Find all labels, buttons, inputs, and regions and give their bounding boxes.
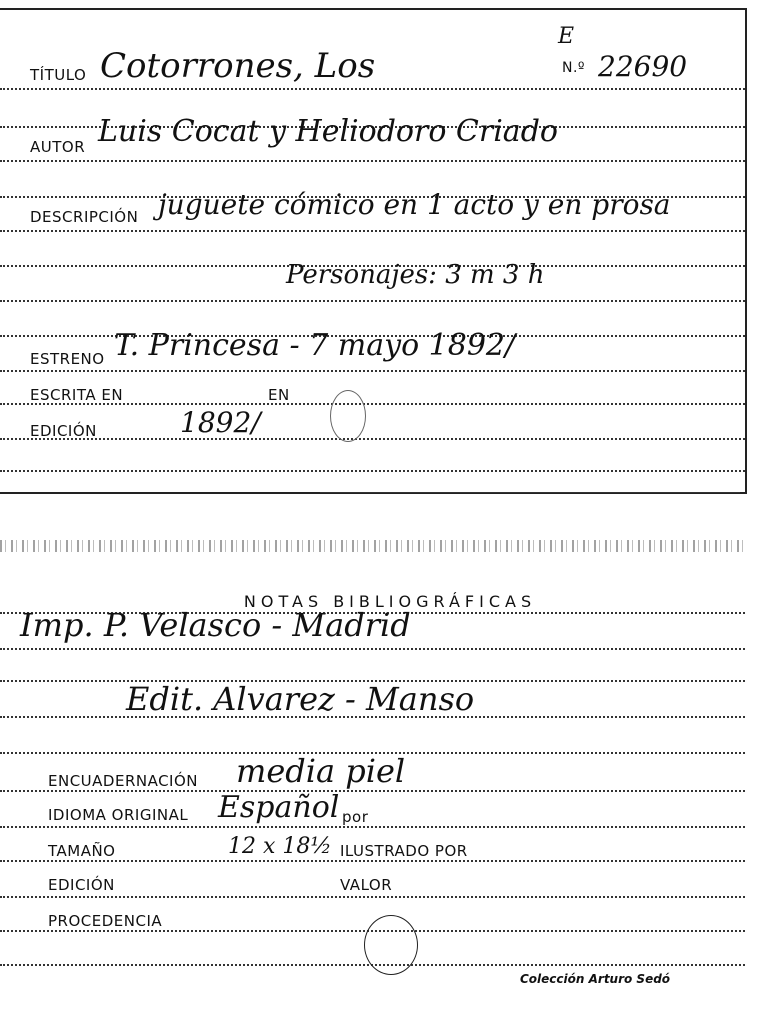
- edicion-label: EDICIÓN: [30, 422, 97, 440]
- rule-line: [0, 790, 745, 792]
- edicion-value: 1892/: [180, 406, 261, 439]
- autor-value: Luis Cocat y Heliodoro Criado: [98, 114, 558, 149]
- tamano-label: TAMAÑO: [48, 842, 116, 860]
- encuadernacion-label: ENCUADERNACIÓN: [48, 772, 199, 790]
- numero-prefix: E: [558, 24, 575, 49]
- por-label: por: [342, 808, 369, 826]
- titulo-value: Cotorrones, Los: [100, 46, 376, 86]
- tamano-value: 12 x 18½: [228, 834, 332, 859]
- punch-hole-mark: [364, 915, 418, 975]
- en-label: EN: [268, 386, 290, 404]
- note-line-2: Edit. Alvarez - Manso: [126, 680, 475, 718]
- catalog-card-back: [0, 540, 745, 1025]
- idioma-value: Español: [218, 790, 340, 825]
- collection-credit: Colección Arturo Sedó: [520, 972, 671, 986]
- catalog-card-front: [0, 8, 747, 494]
- torn-edge: [0, 540, 745, 552]
- ilustrado-label: ILUSTRADO POR: [340, 842, 468, 860]
- rule-line: [0, 470, 745, 472]
- rule-line: [0, 230, 745, 232]
- titulo-label: TÍTULO: [30, 66, 87, 84]
- personajes-value: Personajes: 3 m 3 h: [286, 260, 545, 290]
- notas-heading: NOTAS BIBLIOGRÁFICAS: [243, 592, 537, 611]
- rule-line: [0, 300, 745, 302]
- encuadernacion-value: media piel: [236, 752, 406, 790]
- rule-line: [0, 438, 745, 440]
- rule-line: [0, 648, 745, 650]
- escrita-label: ESCRITA EN: [30, 386, 124, 404]
- punch-hole-mark: [330, 390, 366, 442]
- autor-label: AUTOR: [30, 138, 86, 156]
- rule-line: [0, 370, 745, 372]
- estreno-value: T. Princesa - 7 mayo 1892/: [114, 328, 516, 363]
- procedencia-label: PROCEDENCIA: [48, 912, 163, 930]
- estreno-label: ESTRENO: [30, 350, 105, 368]
- valor-label: VALOR: [340, 876, 393, 894]
- idioma-label: IDIOMA ORIGINAL: [48, 806, 189, 824]
- rule-line: [0, 860, 745, 862]
- note-line-1: Imp. P. Velasco - Madrid: [20, 606, 411, 644]
- rule-line: [0, 896, 745, 898]
- separator-line: [320, 492, 740, 493]
- edicion-back-label: EDICIÓN: [48, 876, 115, 894]
- numero-value: 22690: [598, 50, 688, 83]
- rule-line: [0, 88, 745, 90]
- numero-label: N.º: [562, 60, 586, 76]
- descripcion-label: DESCRIPCIÓN: [30, 208, 139, 226]
- rule-line: [0, 160, 745, 162]
- descripcion-value: juguete cómico en 1 acto y en prosa: [158, 188, 671, 221]
- rule-line: [0, 826, 745, 828]
